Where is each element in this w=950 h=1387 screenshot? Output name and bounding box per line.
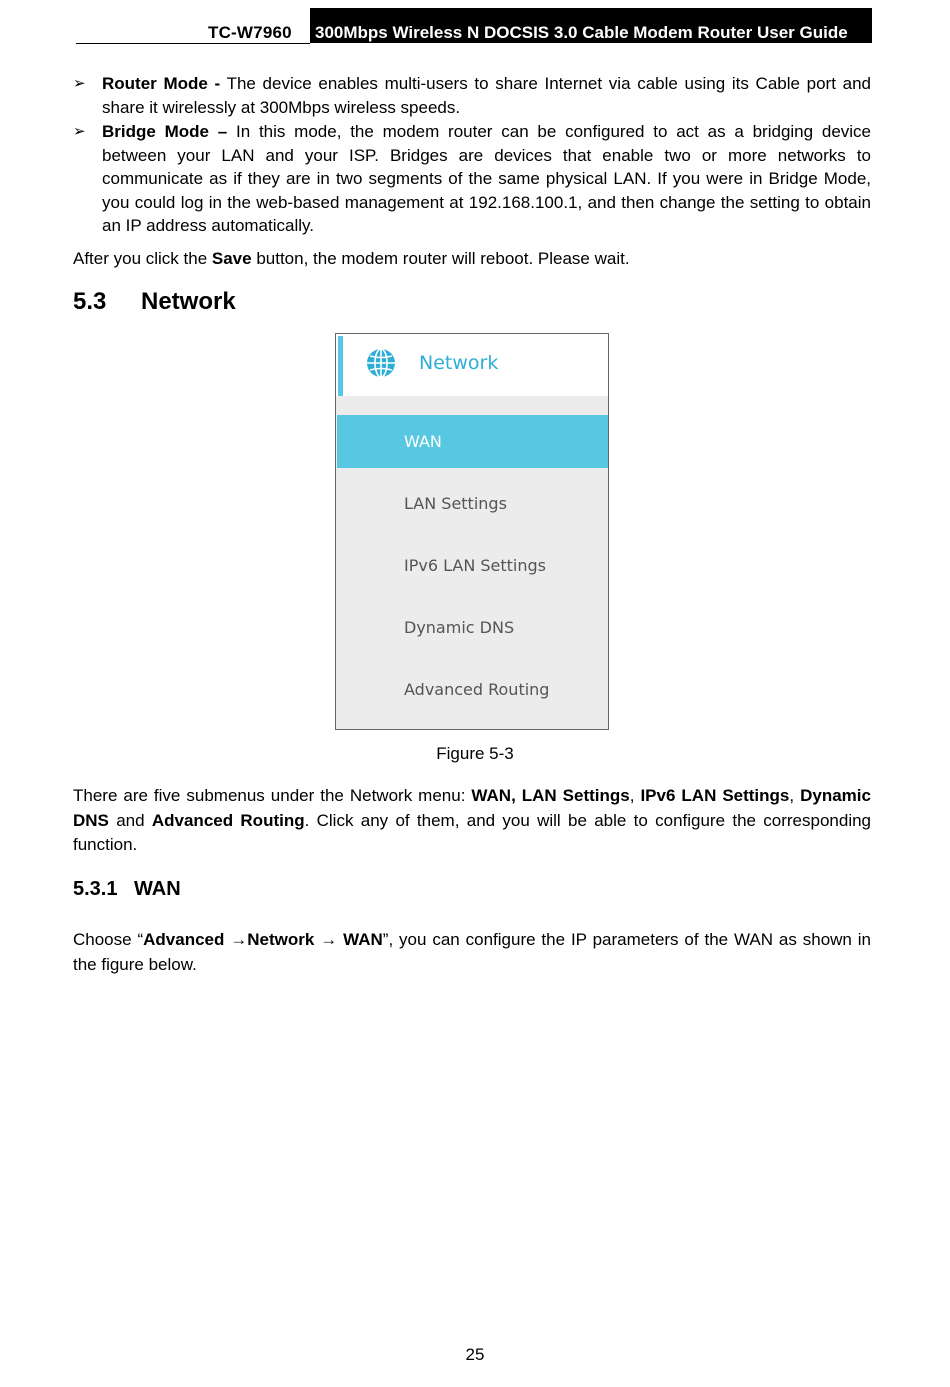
mode-bullet-list (73, 72, 871, 239)
submenus-paragraph (73, 784, 871, 858)
subsection-title: WAN (134, 878, 181, 900)
bold-run: Advanced Routing (151, 810, 305, 830)
globe-icon (365, 347, 397, 379)
subsection-heading (73, 878, 181, 901)
text-run: button, the modem router will reboot. Please wait. (251, 249, 630, 268)
bold-run: WAN (337, 930, 383, 949)
header-model: TC-W7960 (208, 23, 292, 42)
network-menu-figure (335, 333, 609, 730)
menu-item-lan-settings[interactable]: LAN Settings (404, 494, 507, 513)
arrow-right-icon: → (230, 930, 248, 949)
header-guide-title: 300Mbps Wireless N DOCSIS 3.0 Cable Modem Router User Guide (310, 8, 872, 43)
text-run: Choose “ (73, 930, 144, 949)
page-number: 25 (465, 1345, 485, 1364)
menu-item-dynamic-dns[interactable]: Dynamic DNS (404, 618, 515, 637)
bullet-text: In this mode, the modem router can be configured to act as a bridging device between your LAN and your ISP. Bridges are devices that enable two or more networks to communicate as if they are in two segments of the same physical LAN. If you were in Bridge Mode, you could log in the web-based management at 192.168.100.1, and then change the setting to obtain an IP address automatically. (102, 122, 872, 235)
bold-run: Save (211, 249, 252, 268)
menu-item-ipv6-lan-settings[interactable]: IPv6 LAN Settings (404, 556, 547, 575)
text-run: , (629, 786, 641, 805)
bullet-arrow-icon: ➢ (73, 123, 86, 140)
bold-run: Advanced (143, 930, 231, 949)
section-heading (73, 288, 236, 316)
bold-run: WAN, LAN Settings (471, 786, 630, 805)
arrow-right-icon: → (320, 930, 338, 949)
network-menu-title: Network (419, 352, 499, 374)
text-run: and (108, 810, 152, 830)
menu-item-wan[interactable]: WAN (337, 415, 608, 468)
list-item (73, 72, 871, 119)
section-number: 5.3 (73, 288, 107, 315)
bullet-text: The device enables multi-users to share Internet via cable using its Cable port and share it wirelessly at 300Mbps wireless speeds. (102, 74, 871, 117)
text-run: After you click the (73, 249, 212, 268)
network-menu-header[interactable] (336, 334, 608, 396)
list-item (73, 120, 871, 238)
header-rule (76, 43, 310, 44)
choose-paragraph (73, 928, 871, 977)
save-paragraph (73, 247, 871, 271)
text-run: There are five submenus under the Network menu: (73, 786, 472, 805)
figure-caption: Figure 5-3 (436, 744, 514, 763)
bold-run: Dynamic DNS (73, 786, 871, 830)
bold-run: Network (247, 930, 321, 949)
section-title: Network (141, 288, 236, 315)
text-run: . Click any of them, and you will be able to configure the corresponding function. (73, 810, 872, 854)
bullet-term: Router Mode - (102, 74, 221, 93)
accent-bar (338, 336, 343, 396)
text-run: ”, you can configure the IP parameters of the WAN as shown in the figure below. (73, 930, 871, 974)
bullet-arrow-icon: ➢ (73, 75, 86, 92)
bullet-term: Bridge Mode – (102, 122, 228, 141)
menu-item-advanced-routing[interactable]: Advanced Routing (404, 680, 550, 699)
text-run: , (789, 786, 801, 805)
subsection-number: 5.3.1 (73, 878, 118, 900)
bold-run: IPv6 LAN Settings (640, 786, 790, 805)
page-header (76, 8, 872, 44)
